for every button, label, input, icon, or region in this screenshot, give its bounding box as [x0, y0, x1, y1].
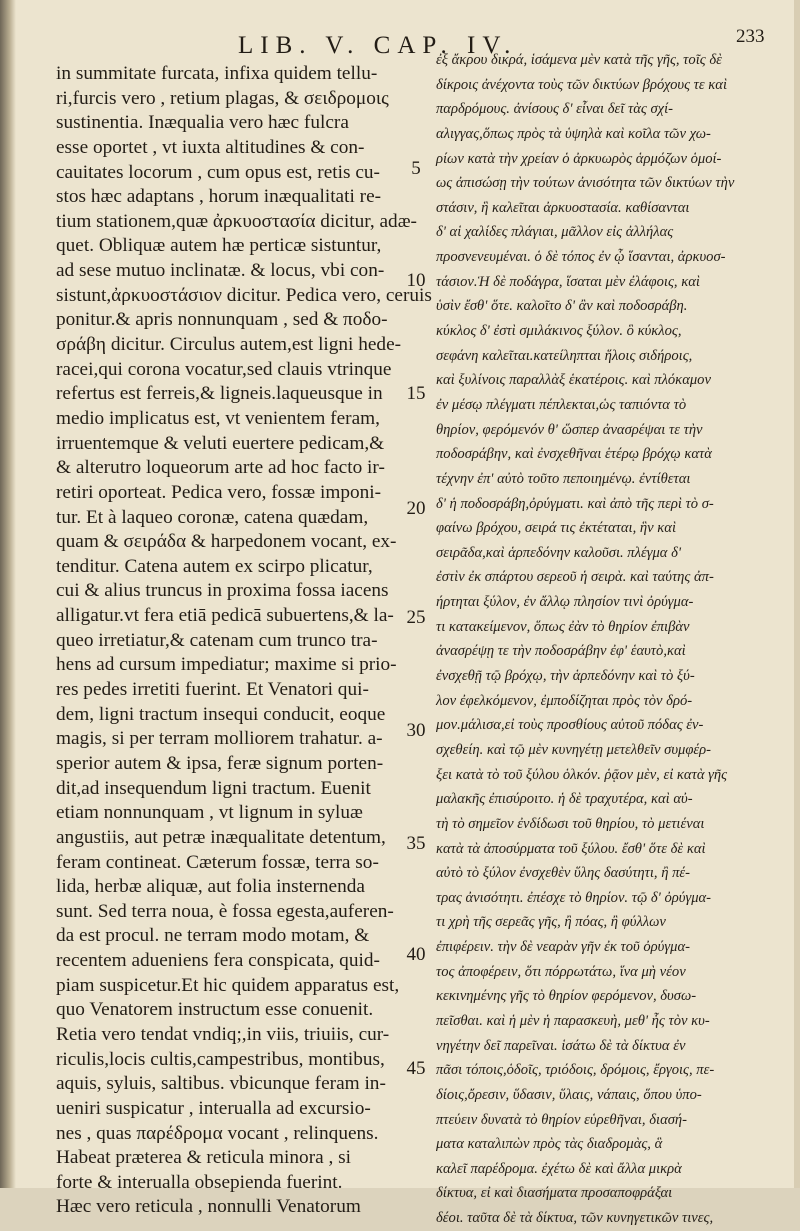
greek-text-line: ἐν μέσῳ πλέγματι πέπλεκται,ὡς ταπιόντα τὸ — [436, 396, 687, 413]
latin-text-line: σράβη dicitur. Circulus autem,est ligni hede- — [56, 334, 402, 356]
line-number: 25 — [406, 607, 426, 628]
latin-text-line: cui & alius truncus in proxima fossa iacens — [56, 580, 389, 602]
latin-text-line: riculis,locis cultis,campestribus, montibus, — [56, 1048, 385, 1070]
greek-column — [436, 48, 786, 1231]
latin-text-line: da est procul. ne terram modo motam, & — [56, 925, 370, 947]
greek-text-line: τι κατακείμενον, ὅπως ἐὰν τὸ θηρίον ἐπιβὰν — [436, 618, 690, 635]
greek-text-line: τέχνην ἐπ' αὐτὸ τοῦτο πεποιημένῳ. ἐντίθεται — [436, 470, 691, 487]
latin-text-line: quet. Obliquæ autem hæ perticæ sistuntur, — [56, 235, 382, 257]
greek-text-line: πεῖσθαι. καὶ ἡ μὲν ἡ παρασκευὴ, μεθ' ἧς τὸν κυ- — [436, 1012, 710, 1029]
greek-text-line: ποδοσράβην, καὶ ἐνσχεθῆναι ἑτέρῳ βρόχῳ κατὰ — [436, 446, 712, 463]
latin-text-line: tenditur. Catena autem ex scirpo plicatur, — [56, 555, 373, 577]
line-number: 5 — [411, 158, 421, 179]
greek-text-line: προσνενευμέναι. ὁ δὲ τόπος ἐν ᾧ ἵσανται, ἀρκυοσ- — [436, 249, 726, 266]
greek-text-line: ἐπιφέρειν. τὴν δὲ νεαρὰν γῆν ἐκ τοῦ ὀρύγμα- — [436, 939, 690, 956]
latin-text-line: sunt. Sed terra noua, è fossa egesta,auferen- — [56, 900, 394, 922]
latin-text-line: racei,qui corona vocatur,sed clauis vtrinque — [56, 358, 392, 380]
greek-text-line: ματα καταλιπὼν πρὸς τὰς διαδρομὰς, ἃ — [436, 1136, 663, 1153]
greek-text-line: θηρίον, φερόμενόν θ' ὥσπερ ἀνασρέψαι τε τὴν — [436, 421, 703, 438]
greek-text-line: τάσιον.Ἡ δὲ ποδάγρα, ἵσαται μὲν ἐλάφοις, καὶ — [436, 273, 700, 290]
greek-text-line: δ' ἡ ποδοσράβη,ὀρύγματι. καὶ ἀπὸ τῆς περὶ τὸ σ- — [436, 495, 714, 512]
latin-text-line: etiam nonnunquam , vt lignum in syluæ — [56, 802, 363, 824]
greek-text-line: φαίνω βρόχου, σειρά τις ἐκτέταται, ἣν καὶ — [436, 520, 676, 537]
greek-text-line: καὶ ξυλίνοις παραλλὰξ ἑκατέροις. καὶ πλόκαμον — [436, 372, 711, 389]
greek-text-line: κεκινημένης γῆς τὸ θηρίον φερόμενον, δυσω- — [436, 988, 697, 1005]
latin-text-line: dit,ad insequendum ligni tractum. Euenit — [56, 777, 371, 799]
latin-text-line: ponitur.& apris nonnunquam , sed & ποδο- — [56, 309, 388, 331]
greek-text-line: μον.μάλισα,εἰ τοὺς προσθίους αὐτοῦ πόδας ἐν- — [436, 717, 704, 734]
greek-text-line: τρας ἀνισότητι. ἐπέσχε τὸ θηρίον. τῷ δ' ὀρύγμα- — [436, 889, 712, 906]
latin-text-line: sperior autem & ipsa, feræ signum porten- — [56, 752, 384, 774]
latin-text-line: medio implicatus est, vt venientem feram, — [56, 407, 380, 429]
latin-text-line: & alterutro loqueorum arte ad hoc facto ir- — [56, 457, 385, 479]
binding-gutter — [0, 0, 16, 1188]
greek-text-line: λον ἐφελκόμενον, ἐμποδίζηται πρὸς τὸν δρό- — [436, 692, 693, 709]
latin-text-line: Retia vero tendat vndiq;,in viis, triuiis, cur- — [56, 1023, 390, 1045]
latin-text-line: irruentemque & veluti euertere pedicam,& — [56, 432, 385, 454]
page-edge — [794, 0, 800, 1188]
latin-text-line: Hæc vero reticula , nonnulli Venatorum — [56, 1196, 361, 1218]
latin-text-line: tur. Et à laqueo coronæ, catena quædam, — [56, 506, 369, 528]
greek-text-line: σχεθείη. καὶ τῷ μὲν κυνηγέτῃ μετελθεῖν συμφέρ- — [436, 741, 712, 758]
latin-text-line: aquis, syluis, saltibus. vbicunque feram in- — [56, 1073, 386, 1095]
line-number: 40 — [406, 944, 426, 965]
line-number: 10 — [406, 270, 426, 291]
greek-text-line: ἀνασρέψῃ τε τὴν ποδοσράβην ἐφ' ἑαυτὸ,καὶ — [436, 643, 686, 660]
line-number: 20 — [406, 498, 426, 519]
latin-text-line: sistunt,ἀρκυοστάσιον dicitur. Pedica vero, ceruis — [56, 284, 432, 306]
greek-text-line: σεφάνη καλεῖται.κατείληπται ἥλοις σιδήροις, — [436, 347, 693, 364]
greek-text-line: πτεύειν δυνατὰ τὸ θηρίον εὑρεθῆναι, διασή- — [436, 1111, 688, 1128]
greek-text-line: ήρτηται ξύλον, ἐν ἄλλῳ πλησίον τινὶ ὀρύγμα- — [436, 594, 694, 611]
greek-text-line: στάσιν, ἣ καλεῖται ἀρκυοστασία. καθίσανται — [436, 199, 690, 216]
latin-text-line: quo Venatorem instructum esse conuenit. — [56, 999, 374, 1021]
greek-text-line: κατὰ τὰ ἀποσύρματα τοῦ ξύλου. ἔσθ' ὅτε δὲ καὶ — [436, 840, 706, 857]
latin-text-line: lida, herbæ aliquæ, aut folia insternenda — [56, 876, 365, 898]
latin-text-line: Habeat præterea & reticula minora , si — [56, 1147, 351, 1169]
latin-text-line: queo irretiatur,& catenam cum trunco tra- — [56, 629, 378, 651]
greek-text-line: αὐτὸ τὸ ξύλον ἐνσχεθὲν ὕλης δασύτητι, ἢ πέ- — [436, 865, 691, 882]
line-number: 15 — [406, 383, 426, 404]
greek-text-line: ἐστὶν ἐκ σπάρτου σερεοῦ ἡ σειρὰ. καὶ ταύτης ἀπ- — [436, 569, 714, 586]
greek-text-line: ρίων κατὰ τὴν χρείαν ὁ ἀρκυωρὸς ἁρμόζων ὁμοί- — [436, 150, 722, 167]
greek-text-line: παρδρόμους. ἀνίσους δ' εἶναι δεῖ τὰς σχί- — [436, 101, 673, 118]
greek-text-line: τὴ τὸ σημεῖον ἐνδίδωσι τοῦ θηρίου, τὸ μετιέναι — [436, 815, 705, 832]
greek-text-line: δίκτυα, εἰ καὶ διασήματα προσαποφράξαι — [436, 1185, 673, 1202]
latin-text-line: ad sese mutuo inclinatæ. & locus, vbi con- — [56, 260, 385, 282]
latin-text-line: alligatur.vt fera etiā pedicā subuertens,& la- — [56, 605, 394, 627]
page-number: 233 — [736, 26, 765, 47]
greek-text-line: δ' αἱ χαλίδες πλάγιαι, μᾶλλον εἰς ἀλλήλας — [436, 224, 674, 241]
latin-text-line: angustiis, aut petræ inæqualitate detentum, — [56, 826, 386, 848]
line-number: 30 — [406, 720, 426, 741]
latin-text-line: res pedes irretiti fuerint. Et Venatori qui- — [56, 679, 369, 701]
greek-text-line: μαλακῆς ἐπισύροιτο. ἡ δὲ τραχυτέρα, καὶ αὐ- — [436, 791, 693, 808]
greek-text-line: πᾶσι τόποις,ὁδοῖς, τριόδοις, δρόμοις, ἔργοις, πε- — [436, 1062, 715, 1079]
running-title: LIB. V. CAP. IV. — [238, 32, 518, 59]
greek-text-line: ὑσὶν ἔσθ' ὅτε. καλοῖτο δ' ἂν καὶ ποδοσράβη. — [436, 298, 688, 315]
line-number: 35 — [406, 833, 426, 854]
latin-text-line: dem, ligni tractum insequi conducit, eoque — [56, 703, 386, 725]
latin-text-line: recentem adueniens fera conspicata, quid- — [56, 950, 380, 972]
greek-text-line: τι χρὴ τῆς σερεᾶς γῆς, ἢ πόας, ἢ φύλλων — [436, 914, 666, 931]
line-number: 45 — [406, 1058, 426, 1079]
greek-text-line: αλιγγας,ὅπως πρὸς τὰ ὑψηλὰ καὶ κοῖλα τῶν χω- — [436, 125, 711, 142]
greek-text-line: δίκροις ἀνέχοντα τοὺς τῶν δικτύων βρόχους τε καὶ — [436, 76, 728, 93]
greek-text-line: νηγέτην δεῖ παρεῖναι. ἱσάτω δὲ τὰ δίκτυα ἐν — [436, 1037, 686, 1054]
latin-text-line: tium stationem,quæ ἀρκυοστασία dicitur, adæ- — [56, 210, 417, 232]
latin-text-line: ri,furcis vero , retium plagas, & σειδρομοις — [56, 87, 389, 109]
latin-text-line: nes , quas παρέδρομα vocant , relinquens. — [56, 1122, 379, 1144]
latin-text-line: in summitate furcata, infixa quidem tellu- — [56, 63, 378, 84]
greek-text-line: καλεῖ παρέδρομα. ἐχέτω δὲ καὶ ἄλλα μικρὰ — [436, 1160, 682, 1177]
latin-text-line: quam & σειράδα & harpedonem vocant, ex- — [56, 531, 397, 553]
greek-text-line: ἐξ ἄκρου δικρά, ἱσάμενα μὲν κατὰ τῆς γῆς, τοῖς δὲ — [436, 52, 722, 68]
latin-text-line: stos hæc adaptans , horum inæqualitati re- — [56, 186, 382, 208]
latin-text-line: refertus est ferreis,& ligneis.laqueusque in — [56, 383, 383, 405]
latin-text-line: ueniri suspicatur , interualla ad excursio- — [56, 1097, 371, 1119]
latin-text-line: forte & interualla obsepienda fuerint. — [56, 1171, 343, 1193]
greek-text-line: ως ἀπισώσῃ τὴν τούτων ἀνισότητα τῶν δικτύων τὴν — [436, 175, 735, 192]
latin-text-line: hens ad cursum impediatur; maxime si prio- — [56, 654, 397, 676]
greek-text-line: ἐνσχεθῇ τῷ βρόχῳ, τὴν ἁρπεδόνην καὶ τὸ ξύ- — [436, 668, 695, 685]
greek-text-line: σειρᾶδα,καὶ ἁρπεδόνην καλοῦσι. πλέγμα δ' — [436, 544, 681, 561]
latin-text-line: piam suspicetur.Et hic quidem apparatus est, — [56, 974, 400, 996]
latin-text-line: sustinentia. Inæqualia vero hæc fulcra — [56, 112, 349, 134]
latin-text-line: esse oportet , vt iuxta altitudines & con- — [56, 136, 365, 158]
greek-text-line: τος ἀποφέρειν, ὅτι πόρρωτάτω, ἵνα μὴ νέον — [436, 963, 686, 980]
greek-text-line: δίοις,ὄρεσιν, ὕδασιν, ὕλαις, νάπαις, ὅπου ὑπο- — [436, 1086, 702, 1103]
latin-text-line: retiri oporteat. Pedica vero, fossæ imponi- — [56, 481, 382, 503]
greek-text-line: κύκλος δ' ἐστὶ σμιλάκινος ξύλον. ὃ κύκλος, — [436, 323, 682, 340]
greek-text-line: ξει κατὰ τὸ τοῦ ξύλου ὁλκόν. ῥᾷον μὲν, εἰ κατὰ γῆς — [436, 766, 728, 783]
latin-text-line: cauitates locorum , cum opus est, retis cu- — [56, 161, 380, 183]
latin-text-line: magis, si per terram molliorem trahatur. a- — [56, 728, 383, 750]
latin-text-line: feram contineat. Cæterum fossæ, terra so- — [56, 851, 379, 873]
greek-text-line: δέοι. ταῦτα δὲ τὰ δίκτυα, τῶν κυνηγετικῶν τινες, — [436, 1210, 714, 1227]
